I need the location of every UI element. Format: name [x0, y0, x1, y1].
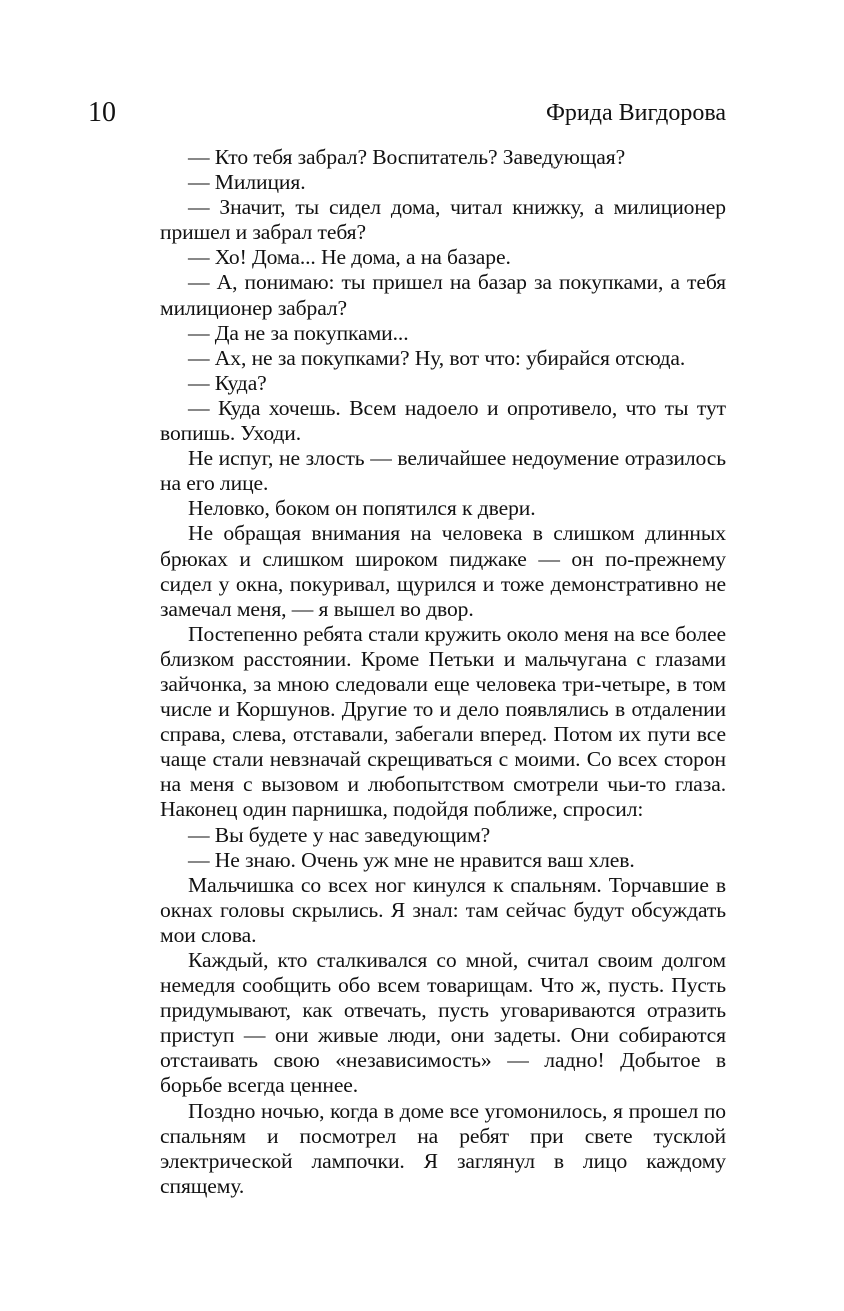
paragraph: — Хо! Дома... Не дома, а на базаре.	[188, 245, 511, 270]
paragraph: — Кто тебя забрал? Воспитатель? Заведующая?	[188, 145, 626, 169]
paragraph: Поздно ночью, когда в доме все угомонилось, я прошел по спальням и посмотрел на ребят при свете тусклой электрической лампочки. Я заглянул в лицо каждому спящему.	[160, 1098, 726, 1198]
page-header	[88, 96, 726, 130]
paragraph: — А, понимаю: ты пришел на базар за покупками, а тебя милиционер забрал?	[160, 270, 726, 320]
paragraph: Неловко, боком он попятился к двери.	[188, 496, 536, 521]
running-title: Фрида Вигдорова	[545, 100, 726, 126]
paragraph: Постепенно ребята стали кружить около меня на все более близком расстоянии. Кроме Петьки и мальчугана с глазами зайчонка, за мною следовали еще человека три-четыре, в том числе и Коршунов. Другие то и дело появлялись в отдалении справа, слева, отставали, забегали вперед. Потом их пути все чаще стали невзначай скрещиваться с моими. Со всех сторон на меня с вызовом и любопытством смотрели чьи-то глаза. Наконец один парнишка, подойдя поближе, спросил:	[160, 621, 726, 822]
paragraph: Каждый, кто сталкивался со мной, считал своим долгом немедля сообщить обо всем товарищам. Что ж, пусть. Пусть придумывают, как отвечать, пусть уговариваются отразить приступ — они живые люди, они задеты. Они собираются отстаивать свою «независимость» — ладно! Добытое в борьбе всегда ценнее.	[160, 948, 726, 1098]
paragraph: — Ах, не за покупками? Ну, вот что: убирайся отсюда.	[188, 345, 686, 370]
paragraph: Мальчишка со всех ног кинулся к спальням. Торчавшие в окнах головы скрылись. Я знал: там сейчас будут обсуждать мои слова.	[160, 872, 726, 947]
paragraph: — Милиция.	[188, 170, 306, 195]
paragraph: — Куда?	[188, 370, 267, 395]
paragraph: — Вы будете у нас заведующим?	[188, 822, 491, 847]
paragraph: Не обращая внимания на человека в слишком длинных брюках и слишком широком пиджаке — он по-прежнему сидел у окна, покуривал, щурился и тоже демонстративно не замечал меня, — я вышел во двор.	[160, 521, 726, 621]
paragraph: — Да не за покупками...	[188, 320, 409, 345]
paragraph: — Не знаю. Очень уж мне не нравится ваш хлев.	[188, 847, 635, 872]
page-number: 10	[88, 97, 116, 128]
paragraph: — Куда хочешь. Всем надоело и опротивело, что ты тут вопишь. Уходи.	[160, 395, 726, 446]
paragraph: — Значит, ты сидел дома, читал книжку, а милиционер пришел и забрал тебя?	[160, 195, 726, 245]
body-text	[160, 145, 726, 1199]
paragraph: Не испуг, не злость — величайшее недоумение отразилось на его лице.	[160, 446, 726, 496]
